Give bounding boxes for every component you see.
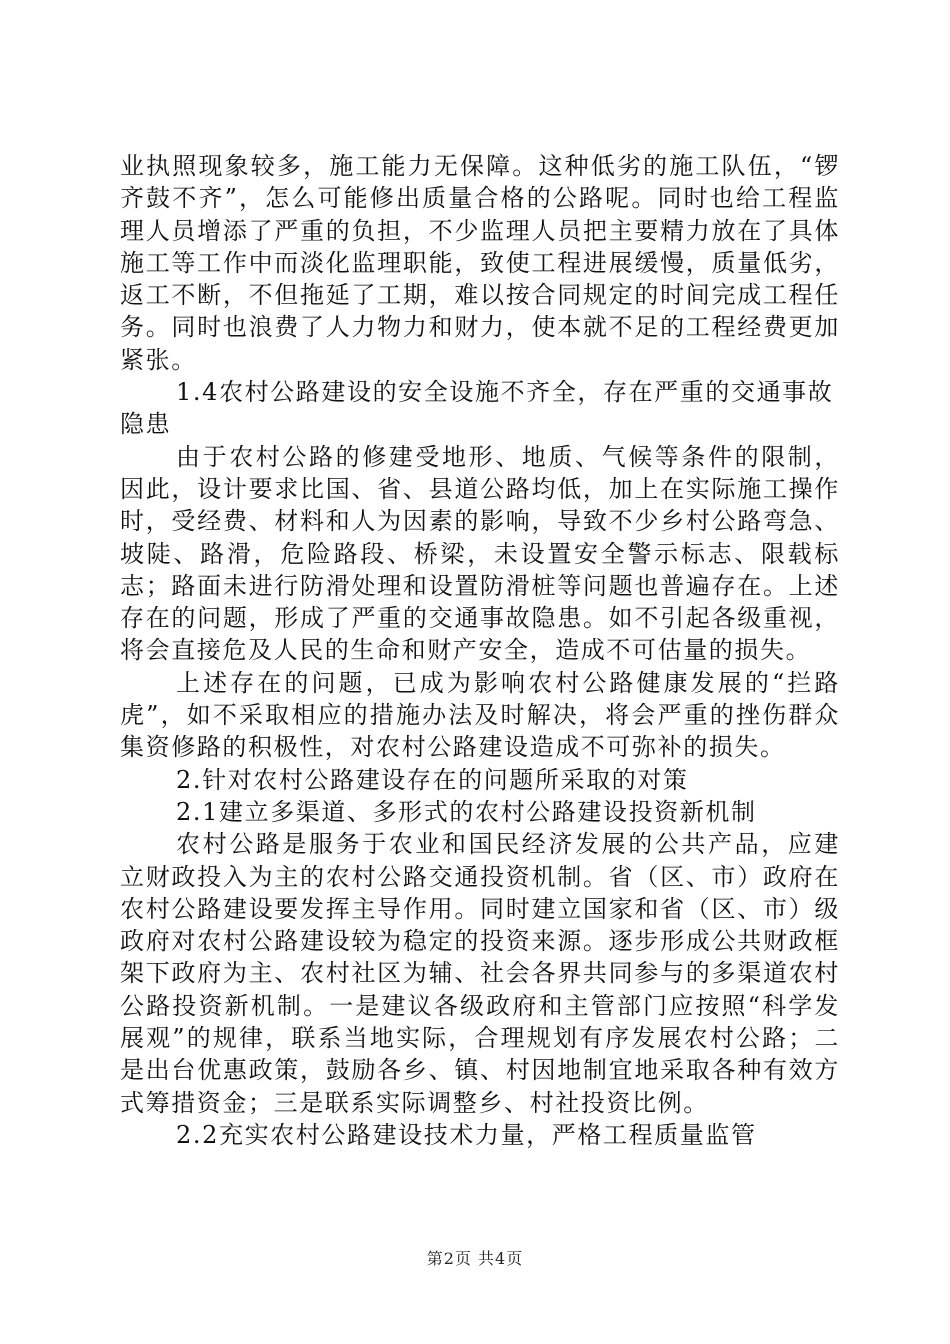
document-body [120, 150, 840, 1151]
section-heading-1-4: 1.4农村公路建设的安全设施不齐全，存在严重的交通事故隐患 [120, 378, 834, 439]
section-heading-2-2: 2.2充实农村公路建设技术力量，严格工程质量监管 [176, 1120, 757, 1149]
paragraph-investment-mechanism: 农村公路是服务于农业和国民经济发展的公共产品，应建立财政投入为主的农村公路交通投资机制。省（区、市）政府在农村公路建设要发挥主导作用。同时建立国家和省（区、市）级政府对农村公路建设较为稳定的投资来源。逐步形成公共财政框架下政府为主、农村社区为辅、社会各界共同参与的多渠道农村公路投资新机制。一是建议各级政府和主管部门应按照“科学发展观”的规律，联系当地实际，合理规划有序发展农村公路；二是出台优惠政策，鼓励各乡、镇、村因地制宜地采取各种有效方式筹措资金；三是联系实际调整乡、村社投资比例。 [120, 830, 840, 1117]
paragraph-continuation: 业执照现象较多，施工能力无保障。这种低劣的施工队伍，“锣齐鼓不齐”，怎么可能修出质量合格的公路呢。同时也给工程监理人员增添了严重的负担，不少监理人员把主要精力放在了具体施工等工作中而淡化监理职能，致使工程进展缓慢，质量低劣，返工不断，不但拖延了工期，难以按合同规定的时间完成工程任务。同时也浪费了人力物力和财力，使本就不足的工程经费更加紧张。 [120, 152, 840, 374]
section-heading-2-1: 2.1建立多渠道、多形式的农村公路建设投资新机制 [176, 797, 757, 826]
paragraph-safety-facilities: 由于农村公路的修建受地形、地质、气候等条件的限制，因此，设计要求比国、省、县道公路均低，加上在实际施工操作时，受经费、材料和人为因素的影响，导致不少乡村公路弯急、坡陡、路滑，危险路段、桥梁，未设置安全警示标志、限载标志；路面未进行防滑处理和设置防滑桩等问题也普遍存在。上述存在的问题，形成了严重的交通事故隐患。如不引起各级重视，将会直接危及人民的生命和财产安全，造成不可估量的损失。 [120, 442, 840, 665]
page-number-footer: 第2页 共4页 [426, 1249, 524, 1268]
paragraph-summary-problems: 上述存在的问题，已成为影响农村公路健康发展的“拦路虎”，如不采取相应的措施办法及时解决，将会严重的挫伤群众集资修路的积极性，对农村公路建设造成不可弥补的损失。 [120, 668, 840, 762]
section-heading-2: 2.针对农村公路建设存在的问题所采取的对策 [176, 765, 689, 794]
